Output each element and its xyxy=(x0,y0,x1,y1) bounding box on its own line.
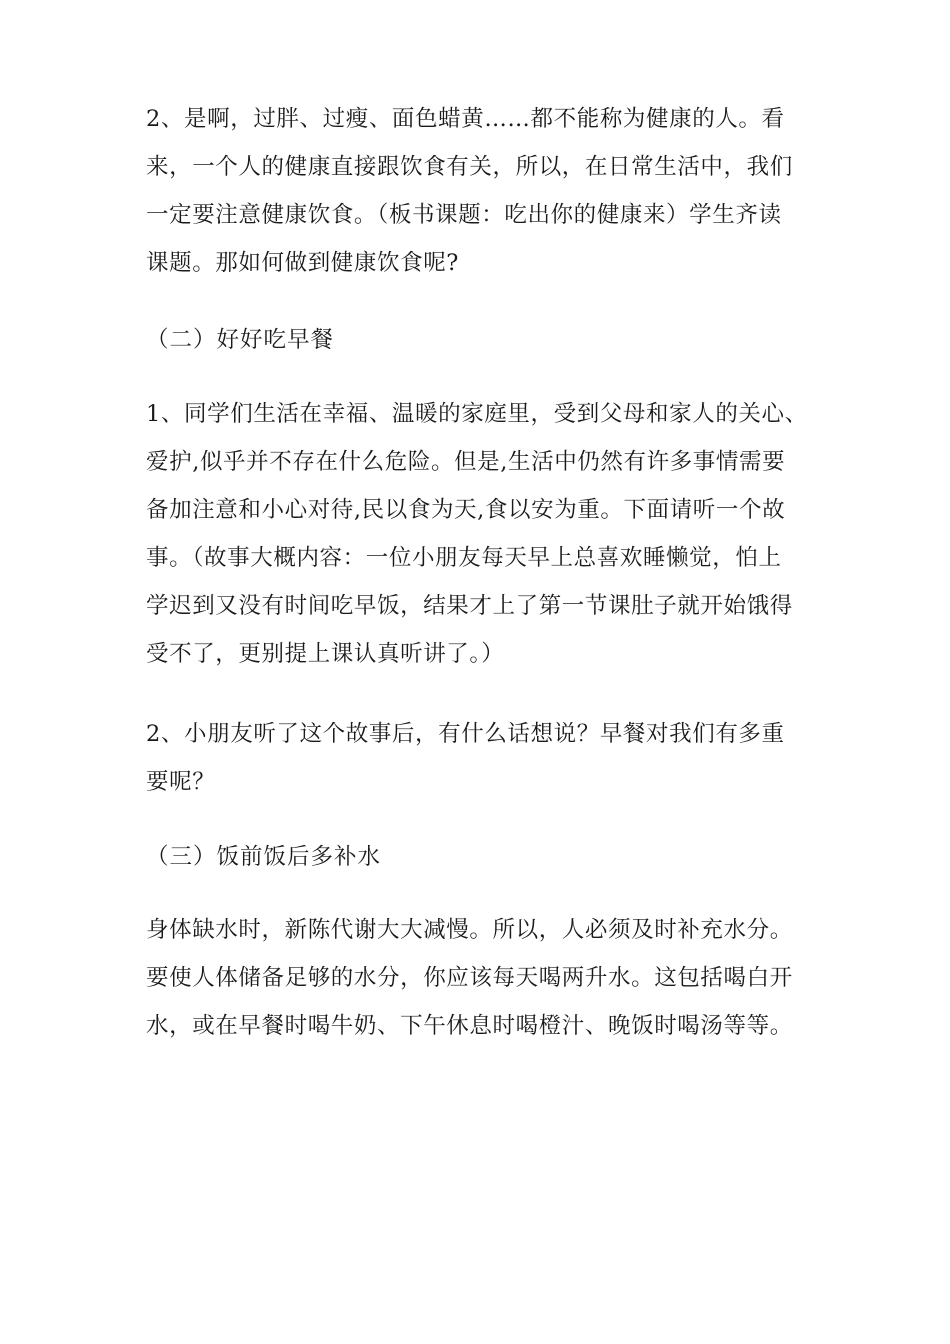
paragraph-breakfast-story xyxy=(146,390,822,678)
text-line: 备加注意和小心对待,民以食为天,食以安为重。下面请听一个故 xyxy=(146,497,786,523)
text-line: 2、是啊，过胖、过瘦、面色蜡黄……都不能称为健康的人。看 xyxy=(146,106,785,132)
text-line: 身体缺水时，新陈代谢大大减慢。所以，人必须及时补充水分。 xyxy=(146,917,793,943)
paragraph-water xyxy=(146,906,822,1050)
text-line: 受不了，更别提上课认真听讲了。） xyxy=(146,641,505,667)
text-line: 水，或在早餐时喝牛奶、下午休息时喝橙汁、晚饭时喝汤等等。 xyxy=(146,1013,793,1039)
text-line: 一定要注意健康饮食。（板书课题：吃出你的健康来）学生齐读 xyxy=(146,202,782,228)
section-heading-water xyxy=(146,833,822,881)
paragraph-breakfast-question xyxy=(146,710,822,806)
text-line: 2、小朋友听了这个故事后，有什么话想说？早餐对我们有多重 xyxy=(146,721,785,747)
text-line: 要呢？ xyxy=(146,769,216,795)
paragraph-healthy-eating-intro xyxy=(146,95,822,287)
heading-text: （三）饭前饭后多补水 xyxy=(146,844,382,870)
text-line: 要使人体储备足够的水分，你应该每天喝两升水。这包括喝白开 xyxy=(146,965,793,991)
text-line: 事。（故事大概内容：一位小朋友每天早上总喜欢睡懒觉，怕上 xyxy=(146,545,782,571)
heading-text: （二）好好吃早餐 xyxy=(146,327,335,353)
text-line: 1、同学们生活在幸福、温暖的家庭里，受到父母和家人的关心、 xyxy=(146,401,808,427)
text-line: 爱护,似乎并不存在什么危险。但是,生活中仍然有许多事情需要 xyxy=(146,449,786,475)
text-line: 课题。那如何做到健康饮食呢? xyxy=(146,250,459,276)
text-line: 来，一个人的健康直接跟饮食有关，所以，在日常生活中，我们 xyxy=(146,154,793,180)
text-line: 学迟到又没有时间吃早饭，结果才上了第一节课肚子就开始饿得 xyxy=(146,593,793,619)
section-heading-breakfast xyxy=(146,316,822,364)
